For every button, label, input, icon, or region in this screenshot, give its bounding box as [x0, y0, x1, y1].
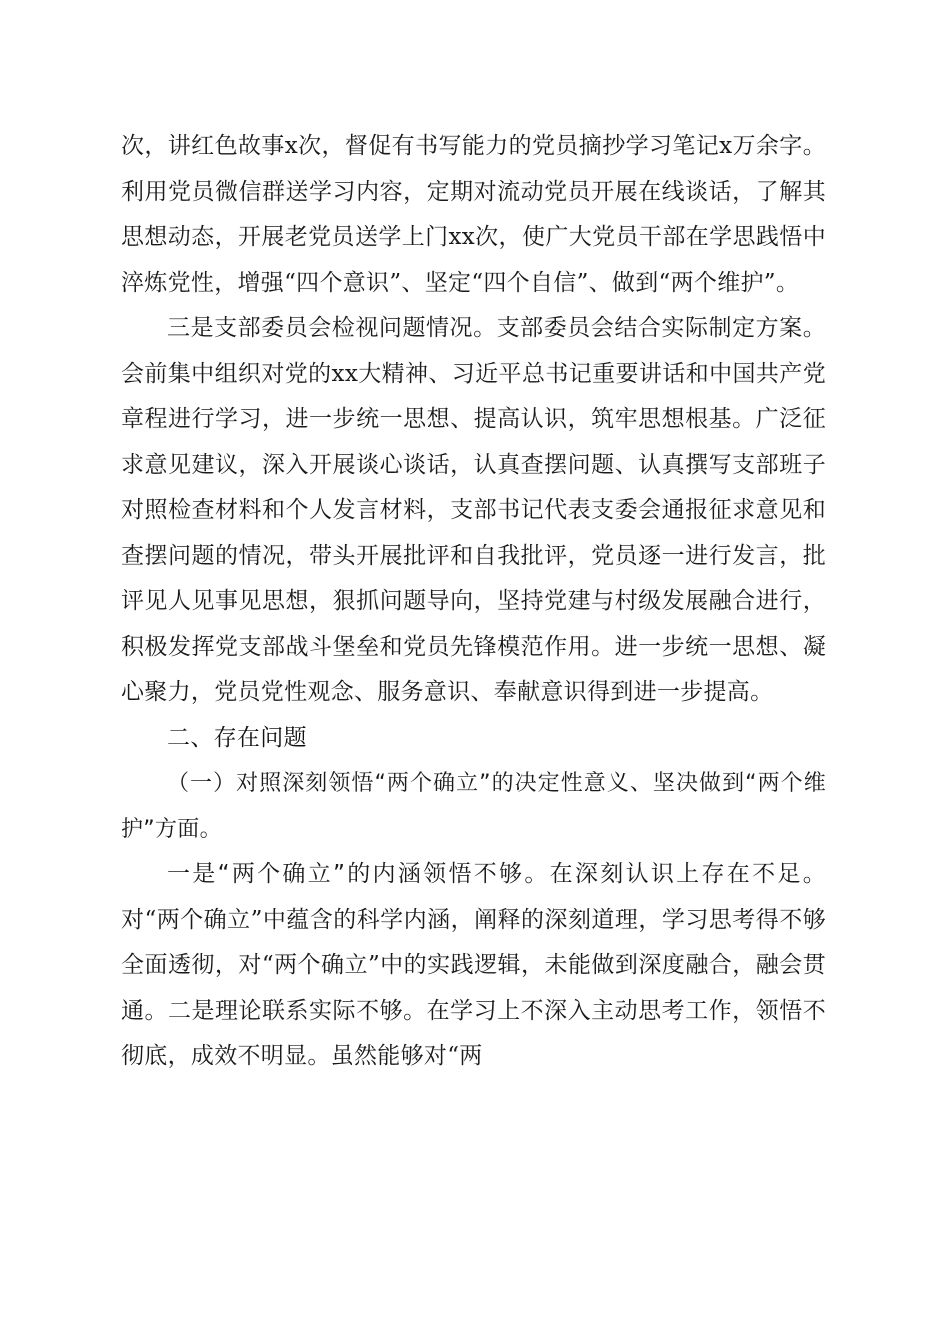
subsection-heading: （一）对照深刻领悟“两个确立”的决定性意义、坚决做到“两个维护”方面。	[121, 771, 826, 842]
paragraph-text: 支部委员会结合实际制定方案。会前集中组织对党的xx大精神、习近平总书记重要讲话和中国共产党章程进行学习，进一步统一思想、提高认识，筑牢思想根基。广泛征求意见建议，深入开展谈心谈话，认真查摆问题、认真撰写支部班子对照检查材料和个人发言材料，支部书记代表支委会通报征求意见和查摆问题的情况，带头开展批评和自我批评，党员逐一进行发言，批评见人见事见思想，狠抓问题导向，坚持党建与村级发展融合进行，积极发挥党支部战斗堡垒和党员先锋模范作用。进一步统一思想、凝心聚力，党员党性观念、服务意识、奉献意识得到进一步提高。	[121, 315, 826, 705]
paragraph-continuation: 次，讲红色故事x次，督促有书写能力的党员摘抄学习笔记x万余字。利用党员微信群送学习内容，定期对流动党员开展在线谈话，了解其思想动态，开展老党员送学上门xx次，使广大党员干部在学思践悟中淬炼党性，增强“四个意识”、坚定“四个自信”、做到“两个维护”。	[121, 133, 826, 296]
paragraph-problems	[121, 852, 826, 1080]
document-body	[121, 124, 826, 1080]
section-heading: 二、存在问题	[167, 724, 307, 751]
paragraph-committee-review	[121, 306, 826, 716]
paragraph-text: 在深刻认识上存在不足。对“两个确立”中蕴含的科学内涵，阐释的深刻道理，学习思考得不够全面透彻，对“两个确立”中的实践逻辑，未能做到深度融合，融会贯通。二是理论联系实际不够。在学习上不深入主动思考工作，领悟不彻底，成效不明显。虽然能够对“两	[121, 861, 826, 1069]
paragraph-lead: 一是“两个确立”的内涵领悟不够。	[167, 861, 550, 887]
paragraph-lead: 三是支部委员会检视问题情况。	[167, 315, 497, 341]
